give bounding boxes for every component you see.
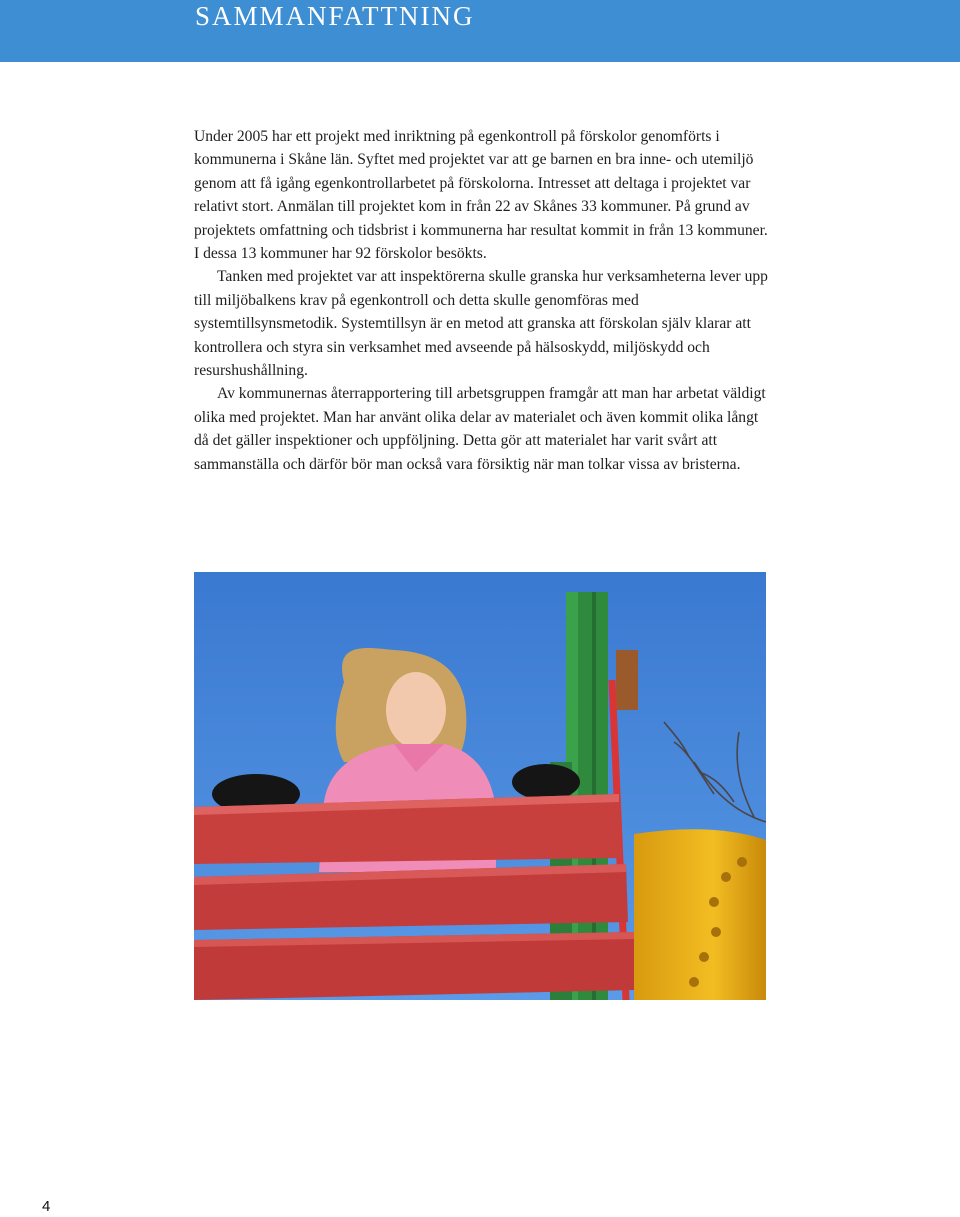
page-number: 4 — [42, 1198, 51, 1215]
paragraph-3: Av kommunernas återrapportering till arbetsgruppen framgår att man har arbetat väldigt olika med projektet. Man har använt olika delar av materialet och även kommit olika långt då det gäller inspektioner och uppföljning. Detta gör att materialet har varit svårt att sammanställa och därför bör man också vara försiktig när man tolkar vissa av bristerna. — [194, 385, 766, 473]
body-text — [194, 125, 769, 476]
playground-photo — [194, 572, 766, 1000]
paragraph-2: Tanken med projektet var att inspektörerna skulle granska hur verksamheterna lever upp till miljöbalkens krav på egenkontroll och detta skulle genomföras med systemtillsynsmetodik. Systemtillsyn är en metod att granska att förskolan själv klarar att kontrollera och styra sin verksamhet med avseende på hälsoskydd, miljöskydd och resurshushållning. — [194, 268, 768, 380]
page-title: SAMMANFATTNING — [195, 1, 475, 31]
header-band — [0, 0, 960, 62]
playground-photo-illustration — [194, 572, 766, 1000]
paragraph-1: Under 2005 har ett projekt med inriktning på egenkontroll på förskolor genomförts i kommunerna i Skåne län. Syftet med projektet var att ge barnen en bra inne- och utemiljö genom att få igång egenkontrollarbetet på förskolorna. Intresset att deltaga i projektet var relativt stort. Anmälan till projektet kom in från 22 av Skånes 33 kommuner. På grund av projektets omfattning och tidsbrist i kommunerna har resultat kommit in från 13 kommuner. I dessa 13 kommuner har 92 förskolor besökts. — [194, 128, 768, 263]
